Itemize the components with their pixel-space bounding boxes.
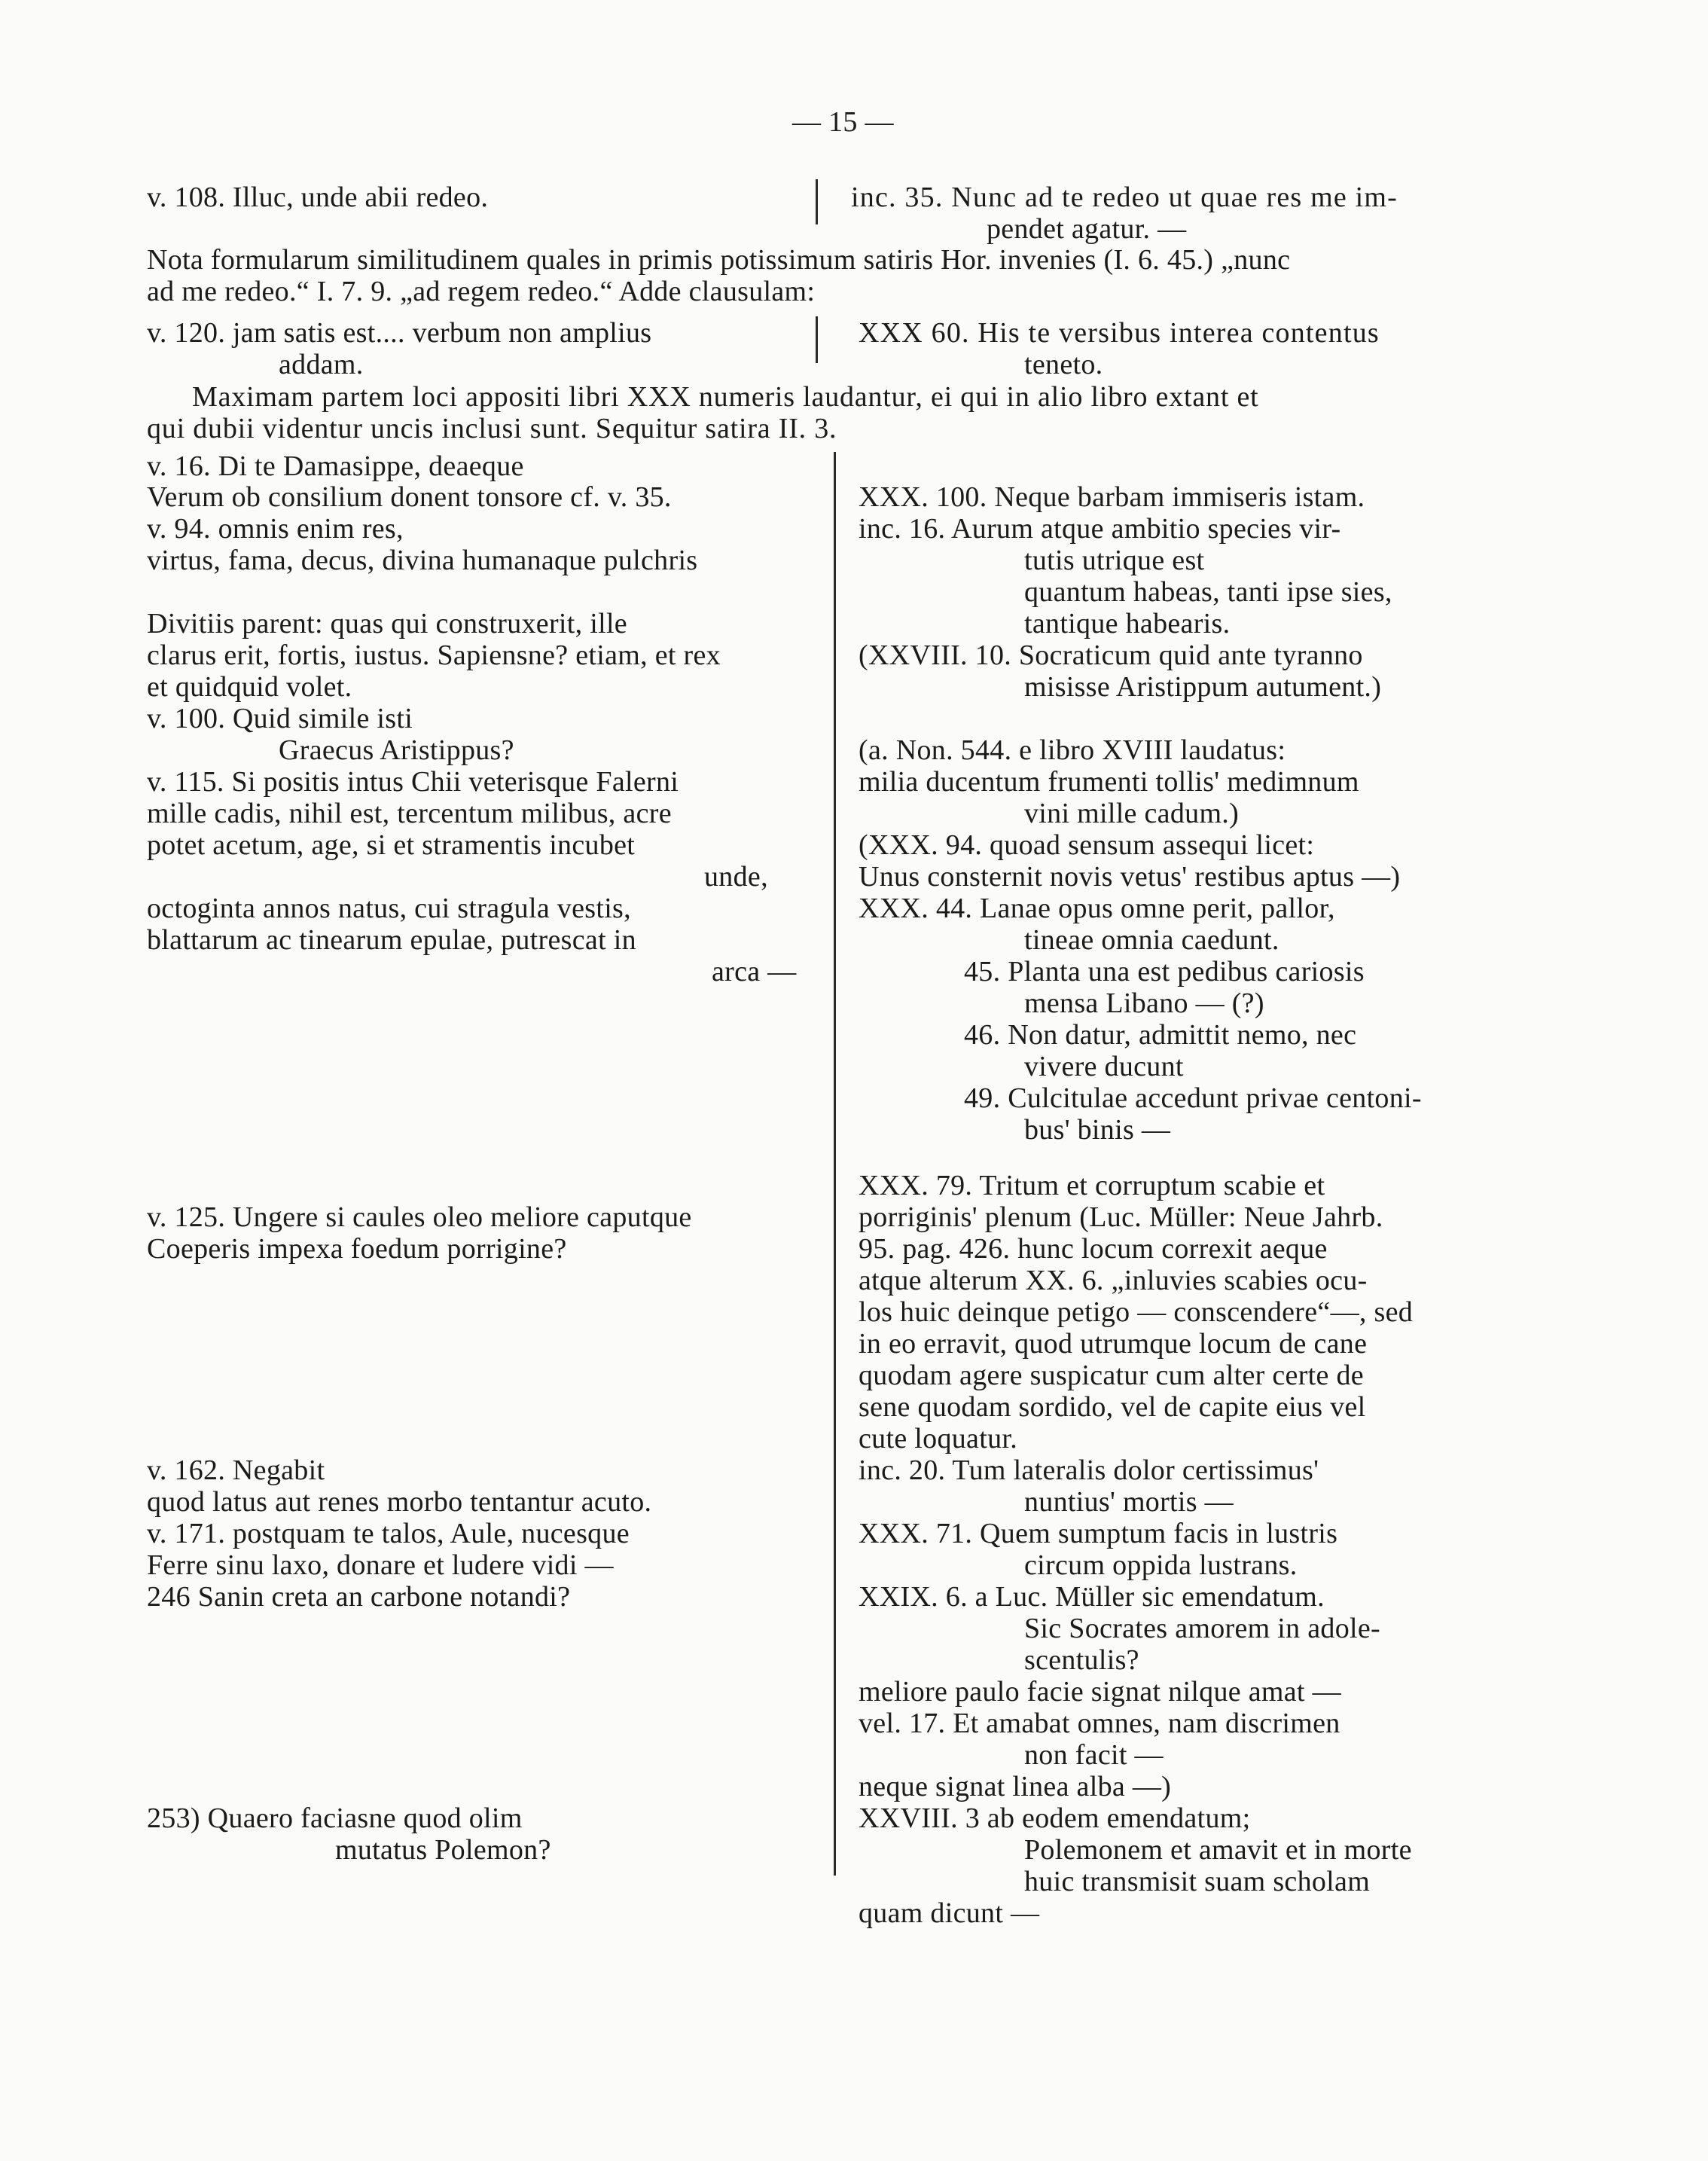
text-line: octoginta annos natus, cui stragula vestis, [147,893,631,924]
column-rule [816,316,818,363]
text-line: Maximam partem loci appositi libri XXX numeris laudantur, ei qui in alio libro extant et [192,381,1259,413]
text-line: v. 94. omnis enim res, [147,513,404,545]
text-line: virtus, fama, decus, divina humanaque pulchris [147,545,698,576]
text-line: 49. Culcitulae accedunt privae centoni- [964,1082,1422,1114]
text-line: tantique habearis. [1024,608,1231,639]
text-line: quod latus aut renes morbo tentantur acuto. [147,1486,652,1518]
text-line: XXVIII. 3 ab eodem emendatum; [859,1802,1251,1834]
text-line: quantum habeas, tanti ipse sies, [1024,576,1392,608]
text-line: 246 Sanin creta an carbone notandi? [147,1581,571,1613]
text-line: (XXX. 94. quoad sensum assequi licet: [859,829,1315,861]
text-line: qui dubii videntur uncis inclusi sunt. Sequitur satira II. 3. [147,413,837,444]
text-line: tutis utrique est [1024,545,1205,576]
text-line: v. 108. Illuc, unde abii redeo. [147,182,489,213]
text-line: 45. Planta una est pedibus cariosis [964,956,1365,987]
text-line: v. 125. Ungere si caules oleo meliore caputque [147,1201,692,1233]
column-rule [834,452,836,1876]
text-line: nuntius' mortis — [1024,1486,1234,1518]
text-line: XXX. 100. Neque barbam immiseris istam. [859,481,1365,513]
text-line: Sic Socrates amorem in adole- [1024,1613,1380,1644]
text-line: mutatus Polemon? [335,1834,551,1866]
text-line: huic transmisit suam scholam [1024,1866,1371,1897]
text-line: unde, [704,861,768,893]
text-line: circum oppida lustrans. [1024,1549,1298,1581]
text-line: Ferre sinu laxo, donare et ludere vidi — [147,1549,614,1581]
text-line: v. 120. jam satis est.... verbum non amplius [147,317,652,349]
text-line: v. 171. postquam te talos, Aule, nucesque [147,1518,630,1549]
text-line: vini mille cadum.) [1024,798,1240,829]
text-line: scentulis? [1024,1644,1139,1676]
text-line: vivere ducunt [1024,1051,1184,1082]
text-line: milia ducentum frumenti tollis' medimnum [859,766,1359,798]
text-line: v. 115. Si positis intus Chii veterisque Falerni [147,766,679,798]
text-line: Coeperis impexa foedum porrigine? [147,1233,567,1265]
text-line: blattarum ac tinearum epulae, putrescat in [147,924,636,956]
text-line: sene quodam sordido, vel de capite eius vel [859,1391,1366,1423]
text-line: et quidquid volet. [147,671,352,703]
text-line: in eo erravit, quod utrumque locum de cane [859,1328,1368,1360]
text-line: bus' binis — [1024,1114,1171,1146]
text-line: ad me redeo.“ I. 7. 9. „ad regem redeo.“ Adde clausulam: [147,276,816,307]
text-line: Verum ob consilium donent tonsore cf. v. 35. [147,481,672,513]
text-line: vel. 17. Et amabat omnes, nam discrimen [859,1708,1340,1739]
text-line: Nota formularum similitudinem quales in primis potissimum satiris Hor. invenies (I. 6. 45.) „nunc [147,244,1291,276]
text-line: arca — [712,956,797,987]
text-line: potet acetum, age, si et stramentis incubet [147,829,636,861]
text-line: neque signat linea alba —) [859,1771,1172,1802]
text-line: XXIX. 6. a Luc. Müller sic emendatum. [859,1581,1325,1613]
text-line: teneto. [1024,349,1103,380]
text-line: 46. Non datur, admittit nemo, nec [964,1019,1357,1051]
text-line: (a. Non. 544. e libro XVIII laudatus: [859,734,1286,766]
text-line: quam dicunt — [859,1897,1040,1929]
text-line: pendet agatur. — [987,213,1187,245]
text-line: v. 100. Quid simile isti [147,703,413,734]
text-line: meliore paulo facie signat nilque amat — [859,1676,1341,1708]
text-line: Divitiis parent: quas qui construxerit, ille [147,608,627,639]
page-number: — 15 — [792,106,894,138]
text-line: inc. 20. Tum lateralis dolor certissimus' [859,1454,1319,1486]
text-line: mensa Libano — (?) [1024,987,1264,1019]
column-rule [816,179,818,224]
text-line: cute loquatur. [859,1423,1018,1454]
text-line: clarus erit, fortis, iustus. Sapiensne? etiam, et rex [147,639,721,671]
text-line: 95. pag. 426. hunc locum correxit aeque [859,1233,1328,1265]
text-line: Polemonem et amavit et in morte [1024,1834,1412,1866]
text-line: non facit — [1024,1739,1164,1771]
text-line: atque alterum XX. 6. „inluvies scabies ocu- [859,1265,1368,1296]
text-line: los huic deinque petigo — conscendere“—, sed [859,1296,1414,1328]
text-line: Unus consternit novis vetus' restibus aptus —) [859,861,1401,893]
text-line: (XXVIII. 10. Socraticum quid ante tyranno [859,639,1363,671]
text-line: addam. [279,349,364,380]
text-line: mille cadis, nihil est, tercentum milibus, acre [147,798,672,829]
text-line: 253) Quaero faciasne quod olim [147,1802,523,1834]
text-line: quodam agere suspicatur cum alter certe de [859,1360,1364,1391]
text-line: v. 162. Negabit [147,1454,325,1486]
text-line: tineae omnia caedunt. [1024,924,1279,956]
text-line: porriginis' plenum (Luc. Müller: Neue Jahrb. [859,1201,1383,1233]
text-line: XXX. 71. Quem sumptum facis in lustris [859,1518,1338,1549]
text-line: inc. 35. Nunc ad te redeo ut quae res me im- [851,182,1398,213]
text-line: Graecus Aristippus? [279,734,514,766]
text-line: misisse Aristippum autument.) [1024,671,1382,703]
text-line: v. 16. Di te Damasippe, deaeque [147,450,524,482]
text-line: XXX. 44. Lanae opus omne perit, pallor, [859,893,1335,924]
text-line: XXX. 79. Tritum et corruptum scabie et [859,1170,1325,1201]
text-line: inc. 16. Aurum atque ambitio species vir- [859,513,1341,545]
text-line: XXX 60. His te versibus interea contentus [859,317,1380,349]
